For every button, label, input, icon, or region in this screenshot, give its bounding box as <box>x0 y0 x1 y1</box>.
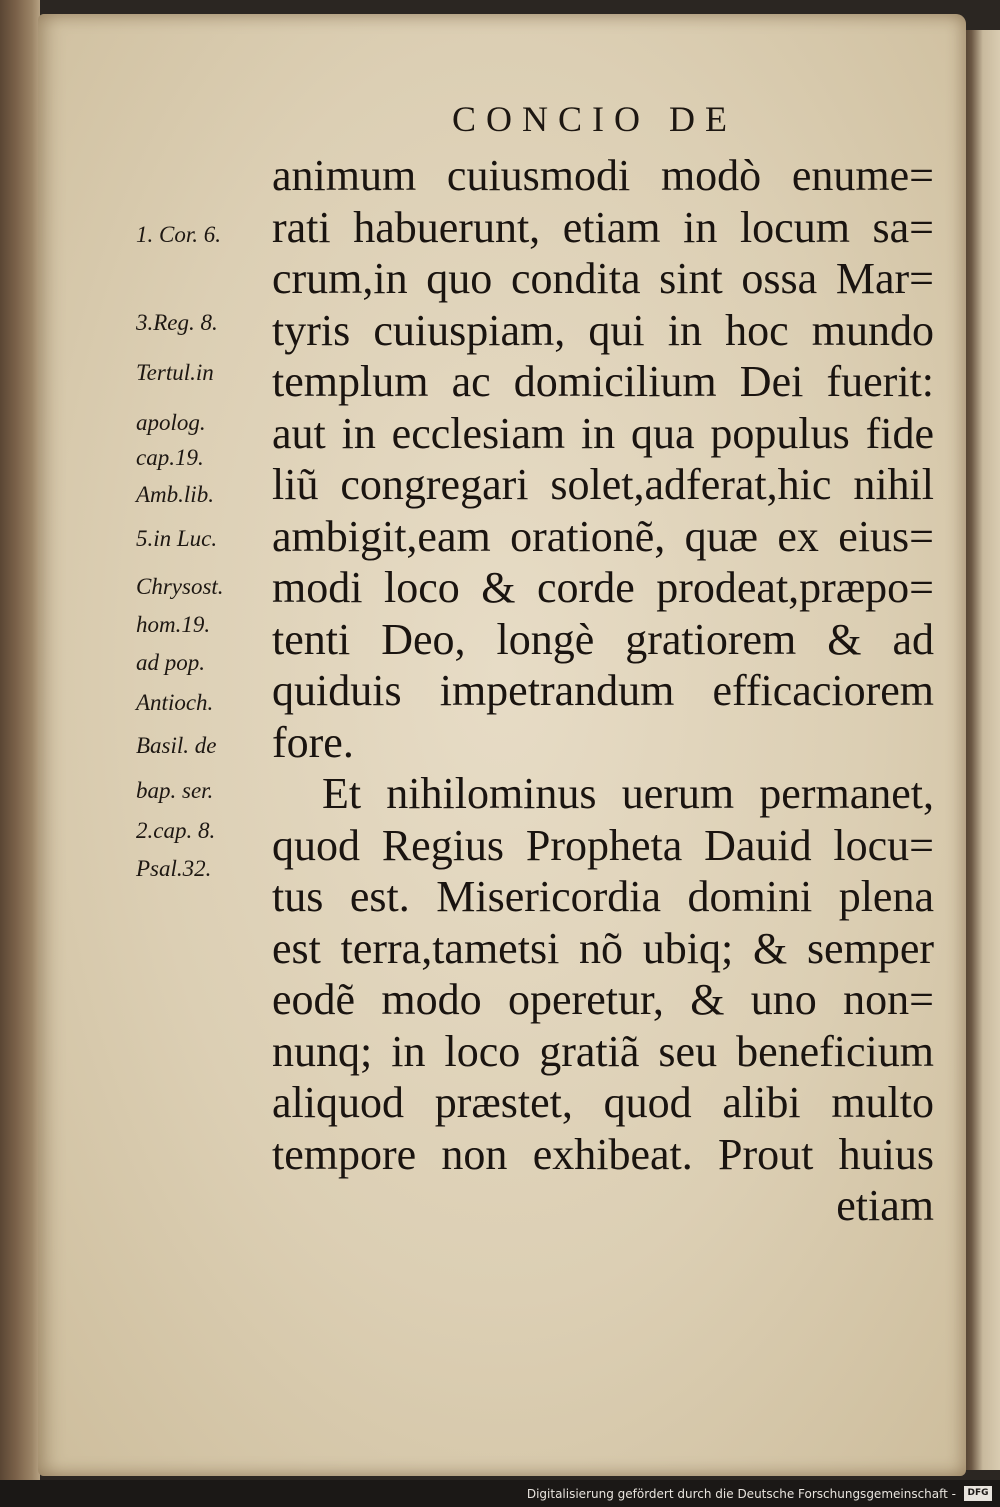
dfg-logo: DFG <box>964 1486 992 1501</box>
margin-note: 3.Reg. 8. <box>136 310 218 335</box>
text-line: ambigit,eam orationẽ, quæ ex eius= <box>272 511 934 561</box>
margin-note: apolog. <box>136 410 206 435</box>
text-line: tempore non exhibeat. Prout huius <box>272 1129 934 1179</box>
margin-note: 1. Cor. 6. <box>136 222 221 247</box>
text-line: tus est. Misericordia domini plena <box>272 872 934 921</box>
margin-note: Basil. de <box>136 733 217 758</box>
text-line: templum ac domicilium Dei fuerit: <box>272 357 934 406</box>
margin-note: hom.19. <box>136 612 211 637</box>
book-edge-left <box>0 0 40 1480</box>
text-line: aliquod præstet, quod alibi multo <box>272 1078 934 1127</box>
footer-bar <box>0 1480 1000 1507</box>
text-line: tenti Deo, longè gratiorem & ad <box>272 614 934 664</box>
text-line: tyris cuiuspiam, qui in hoc mundo <box>272 305 934 355</box>
margin-note: 5.in Luc. <box>136 526 218 551</box>
margin-note: Chrysost. <box>136 574 224 599</box>
margin-note: Psal.32. <box>136 856 212 881</box>
footer-credit: Digitalisierung gefördert durch die Deutsche Forschungsgemeinschaft - <box>526 1487 956 1501</box>
text-line: animum cuiusmodi modò enume= <box>272 151 934 200</box>
text-line: aut in ecclesiam in qua populus fide <box>272 408 934 458</box>
margin-note: Antioch. <box>136 690 214 715</box>
text-line: modi loco & corde prodeat,præpo= <box>272 563 934 612</box>
margin-note: 2.cap. 8. <box>136 818 216 843</box>
text-line: eodẽ modo operetur, & uno non= <box>272 975 934 1024</box>
margin-note: cap.19. <box>136 445 204 470</box>
text-line: quod Regius Propheta Dauid locu= <box>272 820 934 870</box>
text-line: nunq; in loco gratiã seu beneficium <box>272 1026 934 1076</box>
text-line: liũ congregari solet,adferat,hic nihil <box>272 460 934 509</box>
book-edge-right <box>962 30 1000 1470</box>
margin-note: bap. ser. <box>136 778 214 803</box>
text-line: Et nihilominus uerum permanet, <box>322 769 934 818</box>
margin-note: ad pop. <box>136 650 205 675</box>
running-head: CONCIO DE <box>452 99 737 139</box>
text-line: crum,in quo condita sint ossa Mar= <box>272 254 934 303</box>
margin-note: Amb.lib. <box>136 482 214 507</box>
text-line: est terra,tametsi nõ ubiq; & semper <box>272 923 934 973</box>
text-line: fore. <box>272 717 354 767</box>
main-text <box>272 150 934 1232</box>
text-line: quiduis impetrandum efficaciorem <box>272 666 934 715</box>
margin-note: Tertul.in <box>136 360 214 385</box>
text-line: rati habuerunt, etiam in locum sa= <box>272 202 934 252</box>
catchword: etiam <box>836 1181 934 1230</box>
